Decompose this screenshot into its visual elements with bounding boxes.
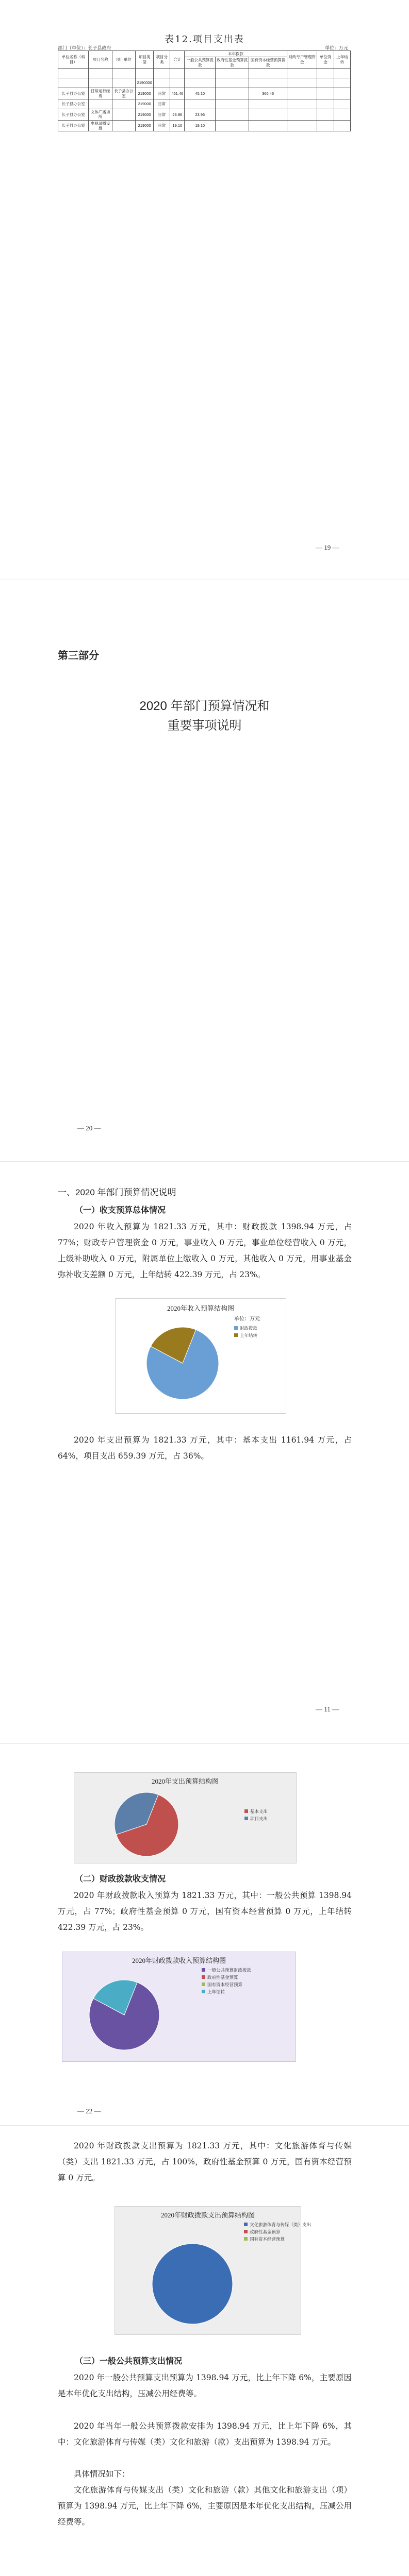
part-title-line1: 2020 年部门预算情况和 [139,699,270,713]
page-divider [0,1743,409,1744]
chart-unit: 单位：万元 [234,1316,260,1322]
table-cell: 451.46 [170,88,185,99]
th-type: 项目类型 [136,51,154,69]
th-unit: 单位名称（科目） [58,51,89,69]
page-2 [0,582,409,1159]
page-divider [0,2125,409,2126]
table-cell [89,78,112,88]
table-title: 表12.项目支出表 [165,34,244,45]
th-total: 合计 [170,51,185,69]
table-cell [287,78,317,88]
table-cell [185,78,216,88]
table-cell: 366.46 [249,88,287,99]
table-cell: 219000 [136,99,154,109]
allocation-expense-paragraph: 2020 年财政拨款支出预算为 1821.33 万元，其中：文化旅游体育与传媒（类）支出 1821.33 万元，占 100%，政府性基金预算 0 万元，国有资本经营预算 0 万元。 [58,2141,352,2182]
pie-svg [62,1952,296,2061]
legend-swatch [202,1990,205,1993]
table-cell [317,99,334,109]
chart-title: 2020年收入预算结构图 [167,1304,234,1312]
table-cell [334,120,350,131]
table-cell: 日常 [154,120,170,131]
table-cell [317,88,334,99]
table-cell [287,69,317,78]
table-cell [58,78,89,88]
page-divider [0,1161,409,1162]
pie-slice [152,2244,233,2324]
table-cell: 长子县办公室 [58,88,89,99]
table-cell [334,99,350,109]
table-cell [287,88,317,99]
table-row [58,78,351,88]
table-cell [317,69,334,78]
table-row [58,99,351,109]
table-cell: 长子县办公室 [58,120,89,131]
general-budget-paragraph-1: 2020 年一般公共预算支出预算为 1398.94 万元，比上年下降 6%，主要原因是本年优化支出结构，压减公用经费等。 [58,2373,352,2398]
table-cell [112,78,135,88]
table-cell [317,109,334,120]
pie-svg [74,1773,296,1863]
chart-title: 2020年财政拨款收入预算结构图 [132,1957,226,1964]
pie-svg [116,1299,286,1413]
page-1 [0,0,409,577]
page-4b [0,2128,409,2571]
legend-label: 文化旅游体育与传媒（类）支出 [250,2222,312,2227]
table-cell [334,88,350,99]
legend-label: 政府性基金预算 [250,2229,281,2234]
table-unit-right: 单位：万元 [325,46,349,51]
table-cell [334,78,350,88]
table-cell [112,99,135,109]
table-cell: 23.96 [170,109,185,120]
table-cell [216,120,249,131]
table-cell: 23.96 [185,109,216,120]
page-number: — 20 — [77,1124,101,1132]
legend-swatch [244,2230,248,2233]
table-cell: 长子县办公室 [58,99,89,109]
table-cell [249,99,287,109]
legend-label: 项目支出 [250,1816,268,1821]
legend-swatch [244,2223,248,2226]
legend-swatch [234,1333,238,1337]
table-cell [287,109,317,120]
general-budget-paragraph-4: 文化旅游体育与传媒支出（类）文化和旅游（款）其他文化和旅游支出（项）预算为 1398.94 万元，比上年下降 6%，主要原因是本年优化支出结构，压减公用经费等。 [58,2485,352,2527]
table-cell [89,99,112,109]
table-cell: 219000 [136,109,154,120]
th-carry: 上年结转 [334,51,350,69]
table-cell [136,69,154,78]
page-number: — 19 — [316,544,339,551]
table-row [58,120,351,131]
section-heading-2: （一）收支预算总体情况 [75,1205,166,1215]
legend-label: 基本支出 [250,1809,268,1814]
table-cell: 2190000 [136,78,154,88]
page-number: — 22 — [77,2107,101,2115]
table-cell [249,120,287,131]
table-unit-left: 部门（单位）：长子县政府 [58,46,111,51]
section-heading-2: （三）一般公共预算支出情况 [75,2356,183,2366]
table-cell [170,99,185,109]
income-paragraph: 2020 年收入预算为 1821.33 万元，其中：财政拨款 1398.94 万元，占 77%；财政专户管理资金 0 万元，事业收入 0 万元，事业单位经营收入 0 万元，上级补助收入 0 万元，附属单位上缴收入 0 万元，其他收入 0 万元，用事业基金弥补收支差额 0 万元，上年结转 422.39 万元，占 23%。 [58,1222,352,1279]
table-cell [112,120,135,131]
table-row [58,109,351,120]
legend-label: 国有资本经营预算 [250,2236,285,2242]
table-cell [317,120,334,131]
table-cell [317,78,334,88]
table-cell: 长子县办公室 [112,88,135,99]
table-cell: 日常 [154,99,170,109]
income-pie-chart [115,1298,286,1414]
th-class: 项目分类 [154,51,170,69]
table-cell [249,78,287,88]
legend-label: 政府性基金预算 [207,1975,238,1980]
section-heading-1: 一、2020 年部门预算情况说明 [58,1188,176,1197]
section-heading-2: （二）财政拨款收支情况 [75,1874,166,1884]
th-group: 本年拨款 [185,51,287,57]
table-cell [249,109,287,120]
th-special: 财政专户管理资金 [287,51,317,69]
allocation-expense-pie-chart [114,2206,312,2335]
legend-swatch [202,1968,205,1972]
table-cell: 19.10 [170,120,185,131]
pie-svg [115,2207,312,2334]
legend-swatch [244,2237,248,2241]
table-cell [112,109,135,120]
page-number: — 11 — [316,1705,339,1713]
general-budget-paragraph-3: 具体情况如下： [74,2469,130,2479]
allocation-income-paragraph: 2020 年财政拨款收入预算为 1821.33 万元，其中：一般公共预算 1398.94 万元，占 77%；政府性基金预算 0 万元，国有资本经营预算 0 万元，上年结转 422.39 万元，占 23%。 [58,1891,352,1932]
table-cell: 日常 [154,88,170,99]
table-cell [185,69,216,78]
legend-swatch [244,1809,248,1813]
th-proj-unit: 项目单位 [112,51,135,69]
table-cell [334,109,350,120]
table-cell: 电视录播设施 [89,120,112,131]
table-cell [154,69,170,78]
general-budget-paragraph-2: 2020 年当年一般公共预算拨款安排为 1398.94 万元，比上年下降 6%，其中：文化旅游体育与传媒（类）文化和旅游（款）支出预算为 1398.94 万元。 [58,2421,352,2447]
legend-label: 国有资本经营预算 [207,1982,243,1987]
legend-label: 一般公共预算财政拨款 [207,1968,252,1973]
table-cell [216,88,249,99]
table-cell [216,109,249,120]
expense-paragraph: 2020 年支出预算为 1821.33 万元，其中：基本支出 1161.94 万元，占 64%，项目支出 659.39 万元，占 36%。 [58,1435,352,1461]
table-cell: 文体广播场所 [89,109,112,120]
table-cell [287,99,317,109]
legend-swatch [234,1326,238,1330]
table-cell: 长子县办公室 [58,109,89,120]
legend-swatch [244,1817,248,1820]
table-cell [249,69,287,78]
allocation-income-pie-chart [62,1952,296,2062]
legend-label: 财政拨款 [240,1326,258,1331]
table-cell [112,69,135,78]
expense-pie-chart [74,1772,297,1863]
chart-title: 2020年财政拨款支出预算结构图 [160,2211,255,2219]
th-general: 一般公共预算拨款 [185,57,216,69]
table-cell [89,69,112,78]
table-cell [170,69,185,78]
th-fund: 政府性基金预算拨款 [216,57,249,69]
table-cell [154,78,170,88]
table-cell [216,69,249,78]
table-cell [185,99,216,109]
table-cell [216,78,249,88]
table-cell: 19.10 [185,120,216,131]
table-cell: 219000 [136,88,154,99]
table-cell [287,120,317,131]
table-cell [216,99,249,109]
legend-swatch [202,1982,205,1986]
chart-title: 2020年支出预算结构图 [151,1777,219,1785]
legend-label: 上年结转 [240,1333,258,1338]
table-cell: 日常 [154,109,170,120]
table-cell: 219000 [136,120,154,131]
table-cell [334,69,350,78]
table-row [58,69,351,78]
table-cell: 45.10 [185,88,216,99]
th-state: 国有资本经营预算拨款 [249,57,287,69]
legend-label: 上年结转 [207,1989,225,1994]
table-cell [58,69,89,78]
project-expenditure-table [58,50,351,131]
part-title-line2: 重要事项说明 [167,719,242,733]
th-project: 项目名称 [89,51,112,69]
table-body [58,69,351,131]
table-row [58,88,351,99]
legend-swatch [202,1975,205,1979]
part-label: 第三部分 [58,650,99,662]
page-3 [0,1164,409,1741]
table-cell [170,78,185,88]
table-cell: 日常运行经费 [89,88,112,99]
th-unit-funds: 单位资金 [317,51,334,69]
